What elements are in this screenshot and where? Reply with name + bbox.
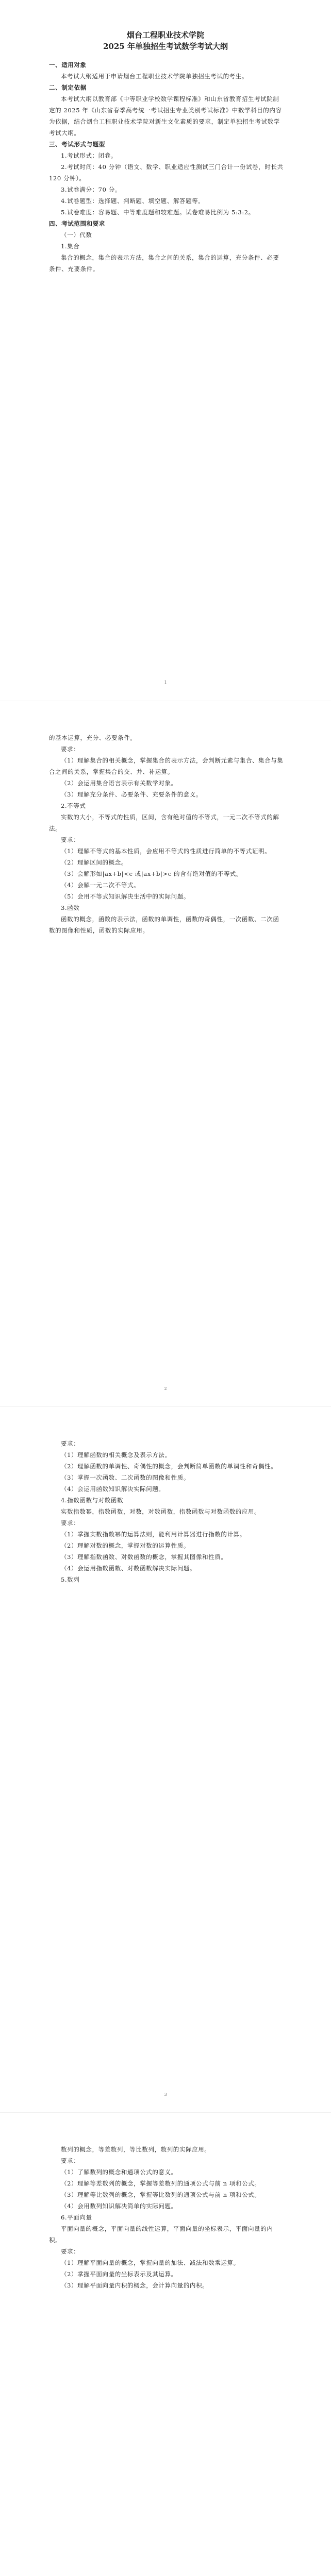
document-title: 烟台工程职业技术学院 [126,30,204,40]
section-heading: 四、考试范围和要求 [49,220,105,227]
paragraph: （2）理解函数的单调性、奇偶性的概念，会判断简单函数的单调性和奇偶性。 [61,1463,277,1470]
paragraph: （4）会用数列知识解决简单的实际问题。 [61,2202,177,2210]
paragraph: （一）代数 [61,231,92,239]
paragraph: 实数指数幂，指数函数，对数，对数函数，指数函数与对数函数的应用。 [61,1508,261,1515]
paragraph: 本考试大纲适用于申请烟台工程职业技术学院单独招生考试的考生。 [61,73,248,80]
paragraph: 1.考试形式：闭卷。 [61,152,117,159]
paragraph: （1）了解数列的概念和通项公式的意义。 [61,2168,177,2176]
paragraph: 2.不等式 [61,802,86,809]
paragraph: （4）会解一元二次不等式。 [61,882,140,889]
paragraph: 6.平面向量 [61,2214,92,2221]
paragraph: （2）理解等差数列的概念，掌握等差数列的通项公式与前 n 项和公式。 [61,2180,261,2187]
paragraph: 数列的概念，等差数列，等比数列，数列的实际应用。 [61,2146,211,2153]
paragraph: （2）理解对数的概念，掌握对数的运算性质。 [61,1542,190,1549]
page-3 [0,1406,331,2113]
paragraph: （4）会运用指数函数、对数函数解决实际问题。 [61,1565,196,1572]
paragraph: （3）理解指数函数、对数函数的概念，掌握其图像和性质。 [61,1553,227,1561]
paragraph: 函数的概念，函数的表示法，函数的单调性，函数的奇偶性，一次函数、二次函数的图像和性质，函数的实际应用。 [49,916,279,934]
paragraph: （1）理解集合的相关概念，掌握集合的表示方法，会判断元素与集合、集合与集合之间的关系，掌握集合的交、并、补运算。 [49,757,284,775]
paragraph: （3）理解等比数列的概念，掌握等比数列的通项公式与前 n 项和公式。 [61,2191,261,2198]
paragraph: 5.试卷难度：容易题、中等难度题和较难题。试卷难易比例为 5:3:2。 [61,209,255,216]
page-number: 1 [164,680,167,685]
paragraph: （2）会运用集合语言表示有关数学对象。 [61,779,177,787]
page-2 [0,701,331,1407]
paragraph: （2）理解区间的概念。 [61,859,127,866]
paragraph: 要求： [61,1519,80,1527]
paragraph: （1）理解不等式的基本性质，会应用不等式的性质进行简单的不等式证明。 [61,848,271,855]
paragraph: （3）理解平面向量内积的概念，会计算向量的内积。 [61,2282,209,2289]
paragraph: （3）理解充分条件、必要条件、充要条件的意义。 [61,791,203,798]
paragraph: （3）会解形如|ax+b|<c 或|ax+b|>c 的含有绝对值的不等式。 [61,870,243,877]
paragraph: （1）理解平面向量的概念，掌握向量的加法、减法和数乘运算。 [61,2259,240,2266]
paragraph: 平面向量的概念，平面向量的线性运算，平面向量的坐标表示，平面向量的内积。 [49,2225,273,2244]
paragraph: 5.数列 [61,1576,80,1583]
page-4 [0,2112,331,2576]
paragraph: （1）理解函数的相关概念及表示方法。 [61,1451,171,1459]
paragraph: 3.函数 [61,904,80,911]
page-4-body [49,2144,284,2291]
page-2-body [49,732,284,936]
paragraph: 3.试卷满分：70 分。 [61,186,121,193]
page-number: 2 [164,1386,167,1391]
paragraph: （2）掌握平面向量的坐标表示及其运算。 [61,2270,177,2278]
paragraph: 实数的大小，不等式的性质，区间，含有绝对值的不等式，一元二次不等式的解法。 [49,814,279,832]
page-number: 3 [164,2092,167,2097]
paragraph: 2.考试时间：40 分钟（语文、数学、职业适应性测试三门合计一份试卷，时长共 120 分钟）。 [49,163,284,182]
section-heading: 一、适用对象 [49,61,87,69]
paragraph: （3）掌握一次函数、二次函数的图像和性质。 [61,1474,190,1481]
paragraph: （4）会运用函数知识解决实际问题。 [61,1485,165,1493]
paragraph: 要求： [61,836,80,843]
paragraph: 4.试卷题型：选择题、判断题、填空题、解答题等。 [61,197,205,205]
paragraph: 本考试大纲以教育部《中等职业学校数学课程标准》和山东省教育招生考试院制定的 2025 年《山东省春季高考统一考试招生专业类别考试标准》中数学科目的内容为依据，结合烟台工程职业技术学院对新生文化素质的要求，制定单独招生考试数学考试大纲。 [49,95,282,137]
paragraph: 1.集合 [61,243,80,250]
section-heading: 二、制定依据 [49,84,87,91]
page-3-body [49,1438,284,1585]
paragraph: 要求： [61,1440,80,1447]
document-subtitle: 2025 年单独招生考试数学考试大纲 [103,42,228,51]
paragraph: 要求： [61,2157,80,2164]
page-1 [0,0,331,701]
section-heading: 三、考试形式与题型 [49,141,105,148]
paragraph: 要求： [61,745,80,753]
paragraph: 要求： [61,2248,80,2255]
paragraph: （5）会用不等式知识解决生活中的实际问题。 [61,893,190,900]
paragraph: （1）掌握实数指数幂的运算法则，能利用计算器进行指数的计算。 [61,1531,246,1538]
paragraph: 4.指数函数与对数函数 [61,1497,124,1504]
paragraph: 的基本运算，充分、必要条件。 [49,734,137,741]
page-1-body [49,59,284,275]
paragraph: 集合的概念，集合的表示方法，集合之间的关系，集合的运算，充分条件、必要条件、充要条件。 [49,254,279,273]
